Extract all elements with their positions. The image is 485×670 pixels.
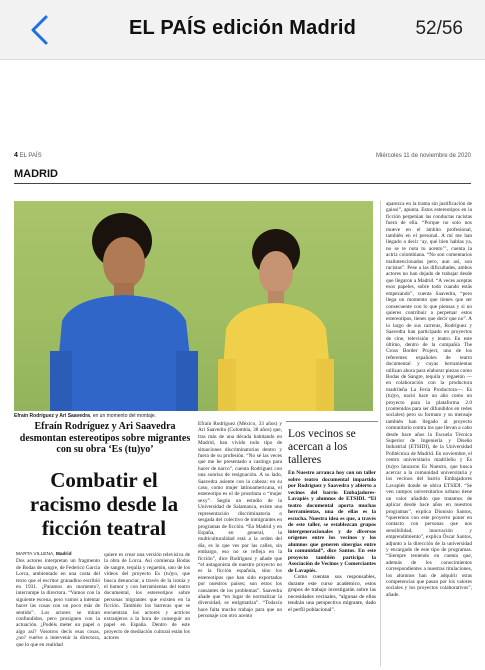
section-label: MADRID	[14, 168, 58, 180]
folio	[14, 152, 471, 164]
top-bar	[0, 0, 485, 60]
photo-illustration	[14, 201, 373, 411]
sidebar-rule	[286, 421, 378, 422]
issue-date: Miércoles 11 de noviembre de 2020	[376, 153, 471, 159]
article-subhead: Efraín Rodríguez y Ari Saavedra desmontan estereotipos sobre migrantes con su obra ‘Es (tu)yo’	[19, 421, 191, 455]
byline: MARTA VILLENA, Madrid	[16, 552, 72, 557]
right-column: aparezca en la trama sin justificación de gaiosi”, apunta. Estos estereotipos en la ficción perpetúan las conductas racistas fuera de ella. “Porque no solo nos mueve en el ámbito profesional, también en el personal. A mí me han llegado a decir ‘ay, qué bien hablas ya, no se te nota tu acento’”, cuenta la actriz colombiana. “No son comentarios malintencionados pero, aun así, son racistas”. Pese a las dificultades, ambos actores no han dejado de trabajar desde que llegaron a Madrid. “A veces aceptas esos papeles, sobre todo cuando estás empezando”, cuenta Saavedra, “pero llega un momento que tienes que ser consecuente con lo que piensas y si no quieres contribuir a perpetuar estos estereotipos, tienes que decir que no”. A lo largo de sus carreras, Rodríguez y Saavedra han participado en proyectos de cine, televisión y teatro. En este último, dentro de la compañía The Cross Border Project, uno de los referentes españoles de teatro documental y cuyas herramientas utilizan ahora para elaborar piezas como Bodas de Sangre, tequila y regaetón —en colaboración con la productora madrileña La Feria Productora—. Es (tu)yo, nació hace un año como un proyecto para la plataforma 2.0 (contenidos para ser difundidos en redes sociales) pero su formato y su mensaje también han llegado al proyecto comunitario contra los que llevan a cabo desde hace años la Escuela Técnica Superior de Ingeniería y Diseño Industrial (ETSIDI), de la Universidad Politécnica de Madrid. En noviembre, el centro universitario madrileño y Es (tu)yo lanzaron Es Nuestro, que busca acercar a la comunidad universitaria y los vecinos del barrio Embajadores Lavapiés donde se ubica ETSIDI. “Se ven campos universitarios urbano tiene un valor añadido que tratamos de aplicar desde hace años en nuestros programas”, explica Dionisio Santos, “queremos con este proyecto poner en contacto con personas que nos sensibilidad, innovación y emprendimiento”, explica Óscar Santos, adjunto a la dirección de la universidad y encargado de este tipo de programas. “Siempre teniendo en cuenta que, además de los conocimientos correspondientes a nuestras titulaciones, los alumnos han de adquirir otras competencias que pasan por los valores sociales y los proyectos colaborativos”, añade.	[386, 201, 472, 598]
paper-name: EL PAÍS	[19, 153, 42, 159]
article-photo	[14, 201, 373, 411]
article-column-3: Efraín Rodríguez (México, 33 años) y Ari Saavedra (Colombia, 38 años) que, tras más de una década habitando en Madrid, han vivido todo tipo de situaciones discriminatorias dentro y fuera de su profesión. “No sé las veces que me he presentado a castings para hacer de narco”, cuenta Rodríguez con una sonrisa de resignación. A su lado, Saavedra asiente con la cabeza: en su caso, como mujer latinoamericana, el estereotipo es el de prostituta o “mujer sexy”. Según un estudio de la Universidad de Salamanca, existe una representación discriminatoria o sesgada del colectivo de inmigrantes en programas de ficción. “En Madrid y en España, en general, la multiculturalidad está a la orden del día, es lo que ves por las calles, sin embargo, eso no se refleja en la ficción”, dice Rodríguez y añade que “el antagonista de nuestro proyecto no es la ficción española, sino los estereotipos que han sido exportados por nuestros países; son estos los causantes de los problemas”. Saavedra añade que “en lugar de normalizar la diversidad, se estigmatiza”. “Todavía hace falta mucho trabajo para que un personaje con otro acento	[198, 421, 282, 620]
sidebar-lead: En Nuestro arranca hoy con un taller sobre teatro documental impartido por Rodríguez y Saavedra y abierto a vecinos del barrio Embajadores-Lavapiés y alumnos de ETSIDI. “El teatro documental aporta muchas herramientas, una de ellas es la escucha. Nuestra idea es que, a través de este taller, se establezcan grupos intergeneracionales y de diversos orígenes entre los vecinos y los alumnos que generen sinergias entre la comunidad”, dice Santos. En este proyecto también participa la Asociación de Vecinos y Comerciantes de Lavapiés.	[288, 470, 376, 574]
sidebar-headline: Los vecinos se acercan a los talleres	[288, 428, 356, 466]
column-divider	[380, 201, 381, 666]
caption-names: Efraín Rodríguez y Ari Saavedra	[14, 413, 90, 419]
article-column-1	[16, 552, 100, 648]
byline-place: Madrid	[55, 552, 72, 557]
sidebar-body	[288, 470, 376, 613]
article-headline: Combatir el racismo desde la ficción teatral	[29, 468, 179, 540]
page-counter: 52/56	[415, 18, 463, 39]
byline-author: MARTA VILLENA	[16, 552, 54, 557]
page-number: 4	[14, 152, 18, 159]
app-title: EL PAÍS edición Madrid	[128, 17, 357, 39]
column-1-text: Dos actores interpretan un fragmento de Bodas de sangre, de Federico García Lorca, ambientado en una costa del texto que el escritor granadino escribió en 1931. ¿Paramos un momento?, interrumpe la directora. “Vamos con la siguiente escena, pero vamos a intentar hacer las cosas con un poco más de sentido”. Los actores se miran confundidos, pero prosiguen con la actuación. ¿Podéis meter un papel o algo así? Vosotros decís esas cosas, ¿no? vuelve a intervenir la directora, que lo que en realidad	[16, 558, 100, 648]
sidebar-tail: Como cuentan sus responsables, durante este curso académico, estos grupos de trabajo investigarán sobre las necesidades vecinales, “algunas de ellas tendrán una perspectiva migrante, dado el perfil poblacional”.	[288, 574, 376, 613]
photo-caption	[14, 413, 374, 419]
article-column-2: quiere es crear una versión televisiva de la obra de Lorca. Así comienza Bodas de sangre, tequila y regaetón, uno de los vídeos del proyecto Es (tu)yo, que busca denunciar, a través de la ironía y el humor y con herramientas del teatro documental, los estereotipos sobre personas migrantes que existen en la ficción. También los barreras que se encuentran los actores y actrices extranjeros a la hora de conseguir un papel en España. Dentro de este proyecto de mediación cultural están los actores	[104, 552, 190, 642]
newspaper-page[interactable]	[0, 60, 485, 670]
caption-rest: , en un momento del montaje.	[89, 413, 157, 419]
section-rule	[14, 183, 471, 184]
